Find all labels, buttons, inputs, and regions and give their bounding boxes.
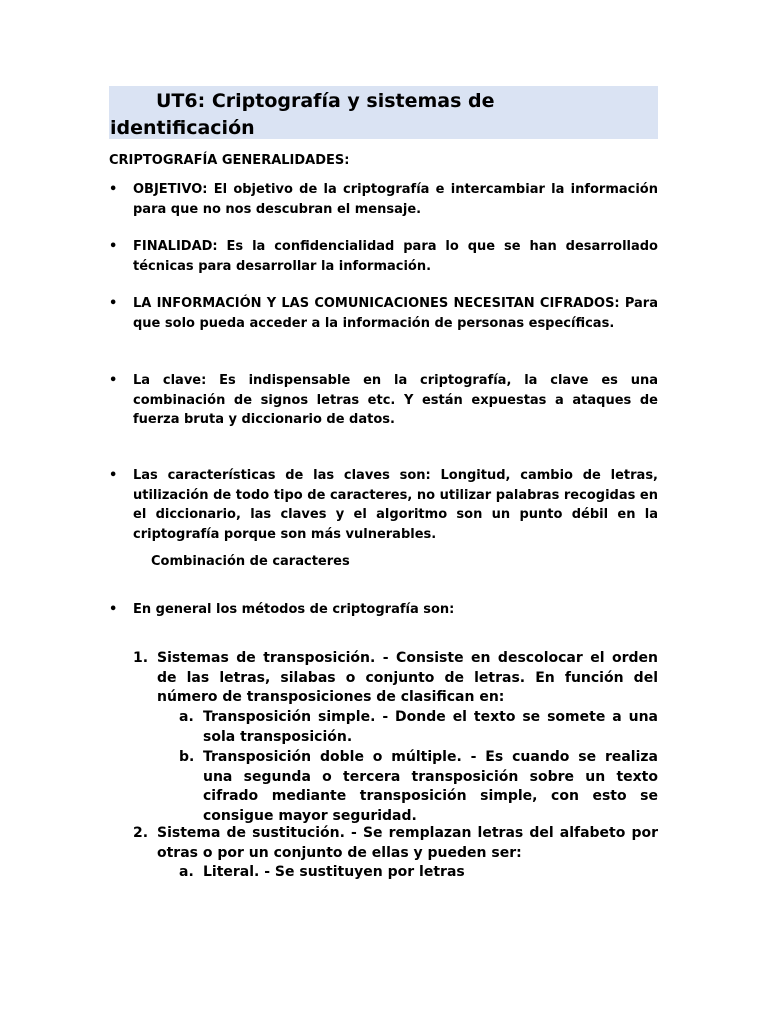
bullet-objetivo — [109, 180, 658, 219]
list-number: 2. — [133, 825, 149, 841]
list-text: Transposición simple. - Donde el texto se somete a una sola transposición. — [203, 709, 658, 745]
title-line-1: UT6: Criptografía y sistemas de — [156, 90, 495, 112]
list-text: Sistema de sustitución. - Se remplazan letras del alfabeto por otras o por un conjunto de ellas y pueden ser: — [157, 825, 658, 861]
bullet-icon: • — [109, 468, 118, 483]
sub-item-2a — [179, 863, 658, 883]
bullet-text: FINALIDAD: Es la confidencialidad para lo que se han desarrollado técnicas para desarrollar la información. — [133, 239, 658, 274]
bullet-icon: • — [109, 296, 118, 311]
bullet-clave — [109, 371, 658, 430]
bullet-informacion — [109, 294, 658, 333]
sub-item-1a — [179, 708, 658, 747]
note-text: Combinación de caracteres — [151, 554, 350, 569]
list-text: Sistemas de transposición. - Consiste en descolocar el orden de las letras, silabas o conjunto de letras. En función del número de transposiciones de clasifican en: — [157, 650, 658, 705]
bullet-icon: • — [109, 239, 118, 254]
bullet-icon: • — [109, 373, 118, 388]
list-text: Transposición doble o múltiple. - Es cuando se realiza una segunda o tercera transposición sobre un texto cifrado mediante transposición simple, con esto se consigue mayor seguridad. — [203, 749, 658, 824]
page-title — [109, 88, 658, 142]
title-banner — [109, 86, 658, 139]
bullet-metodos — [109, 600, 658, 620]
numbered-item-2 — [133, 824, 658, 863]
bullet-icon: • — [109, 182, 118, 197]
bullet-text: La clave: Es indispensable en la criptografía, la clave es una combinación de signos letras etc. Y están expuestas a ataques de fuerza bruta y diccionario de datos. — [133, 373, 658, 427]
bullet-text: Las características de las claves son: Longitud, cambio de letras, utilización de todo tipo de caracteres, no utilizar palabras recogidas en el diccionario, las claves y el algoritmo son un punto débil en la criptografía porque son más vulnerables. — [133, 468, 658, 542]
sub-item-1b — [179, 748, 658, 826]
list-number: 1. — [133, 650, 149, 666]
bullet-icon: • — [109, 602, 118, 617]
numbered-item-1 — [133, 649, 658, 708]
list-letter: a. — [179, 709, 194, 725]
list-letter: b. — [179, 749, 195, 765]
bullet-caracteristicas — [109, 466, 658, 544]
bullet-text: En general los métodos de criptografía son: — [133, 602, 455, 617]
list-text: Literal. - Se sustituyen por letras — [203, 864, 465, 880]
section-heading: CRIPTOGRAFÍA GENERALIDADES: — [109, 153, 350, 168]
title-line-2: identificación — [110, 117, 255, 139]
list-letter: a. — [179, 864, 194, 880]
bullet-text: OBJETIVO: El objetivo de la criptografía e intercambiar la información para que no nos descubran el mensaje. — [133, 182, 658, 217]
bullet-text: LA INFORMACIÓN Y LAS COMUNICACIONES NECESITAN CIFRADOS: Para que solo pueda acceder a la información de personas específicas. — [133, 296, 658, 331]
bullet-finalidad — [109, 237, 658, 276]
